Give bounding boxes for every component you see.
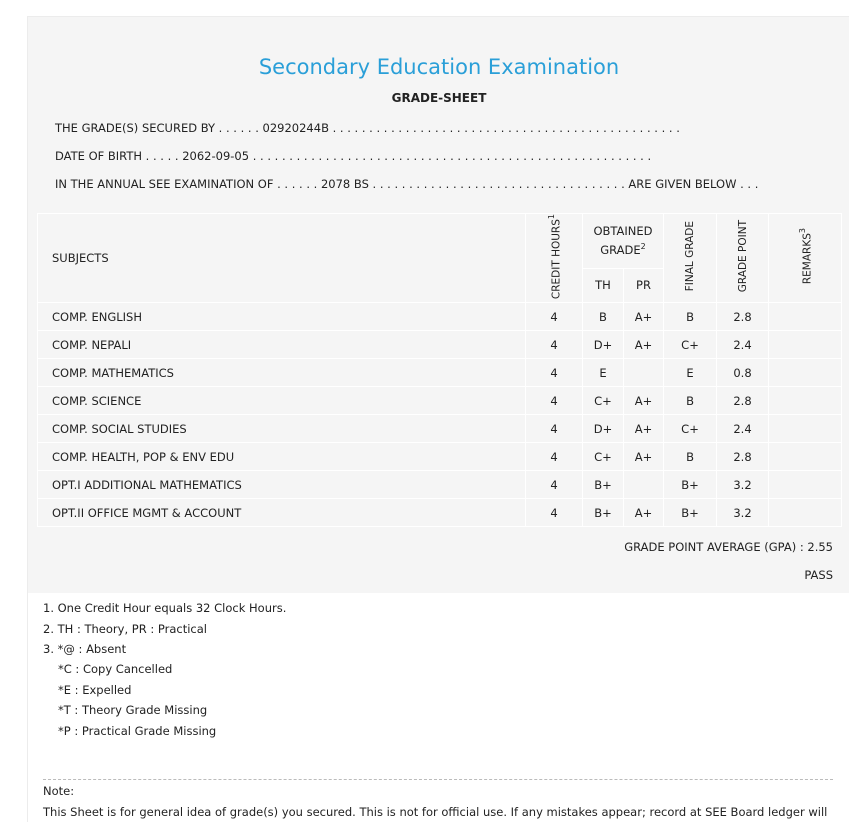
th-grade-cell: C+ <box>583 443 624 471</box>
footnote-copy-cancelled: *C : Copy Cancelled <box>58 662 173 676</box>
credit-cell: 4 <box>526 303 583 331</box>
pr-grade-cell: A+ <box>624 331 664 359</box>
final-grade-cell: E <box>664 359 717 387</box>
final-grade-header: FINAL GRADE <box>664 214 717 303</box>
subject-cell: COMP. MATHEMATICS <box>38 359 526 387</box>
gpa-summary: GRADE POINT AVERAGE (GPA) : 2.55 <box>624 540 833 554</box>
final-grade-cell: B <box>664 387 717 415</box>
footnote-1: 1. One Credit Hour equals 32 Clock Hours. <box>43 601 287 615</box>
subject-cell: OPT.II OFFICE MGMT & ACCOUNT <box>38 499 526 527</box>
th-header: TH <box>583 268 624 302</box>
grade-sheet <box>27 16 849 822</box>
table-row <box>38 499 842 527</box>
pr-grade-cell: A+ <box>624 387 664 415</box>
subject-cell: COMP. NEPALI <box>38 331 526 359</box>
subjects-header: SUBJECTS <box>38 214 526 303</box>
th-grade-cell: E <box>583 359 624 387</box>
grade-point-cell: 2.8 <box>717 443 769 471</box>
grade-point-cell: 2.4 <box>717 415 769 443</box>
result-status: PASS <box>804 568 833 582</box>
final-grade-cell: B+ <box>664 499 717 527</box>
table-row <box>38 471 842 499</box>
subject-cell: COMP. ENGLISH <box>38 303 526 331</box>
subject-cell: COMP. SCIENCE <box>38 387 526 415</box>
pr-header: PR <box>624 268 664 302</box>
footnote-theory-missing: *T : Theory Grade Missing <box>58 703 208 717</box>
table-row <box>38 387 842 415</box>
subject-cell: OPT.I ADDITIONAL MATHEMATICS <box>38 471 526 499</box>
subject-cell: COMP. HEALTH, POP & ENV EDU <box>38 443 526 471</box>
grades-table <box>37 213 842 527</box>
footnote-2: 2. TH : Theory, PR : Practical <box>43 622 207 636</box>
remarks-header: REMARKS$^3$ <box>769 214 842 303</box>
table-row <box>38 359 842 387</box>
final-grade-cell: B <box>664 443 717 471</box>
table-row <box>38 303 842 331</box>
pr-grade-cell: A+ <box>624 443 664 471</box>
note-text: This Sheet is for general idea of grade(s) you secured. This is not for official use. If any mistakes appear; record at SEE Board ledger will <box>43 805 828 819</box>
final-grade-cell: B <box>664 303 717 331</box>
final-grade-cell: B+ <box>664 471 717 499</box>
credit-cell: 4 <box>526 443 583 471</box>
footnote-expelled: *E : Expelled <box>58 683 132 697</box>
grade-point-cell: 3.2 <box>717 499 769 527</box>
table-row <box>38 415 842 443</box>
grade-point-cell: 2.4 <box>717 331 769 359</box>
pr-grade-cell: A+ <box>624 415 664 443</box>
remarks-cell <box>769 331 842 359</box>
note-label: Note: <box>43 784 75 798</box>
table-row <box>38 331 842 359</box>
pr-grade-cell: A+ <box>624 303 664 331</box>
notes-section <box>28 593 849 822</box>
remarks-cell <box>769 387 842 415</box>
footnote-3: 3. *@ : Absent <box>43 642 127 656</box>
th-grade-cell: B+ <box>583 499 624 527</box>
credit-cell: 4 <box>526 415 583 443</box>
remarks-cell <box>769 359 842 387</box>
subject-cell: COMP. SOCIAL STUDIES <box>38 415 526 443</box>
credit-cell: 4 <box>526 331 583 359</box>
date-of-birth-line: DATE OF BIRTH . . . . . 2062-09-05 . . . . . . . . . . . . . . . . . . . . . . . . . . . . . . . . . . . . . . . . . . . . . . . . . . . . . . . <box>55 149 652 163</box>
obtained-grade-header: OBTAINED GRADE$^2$ <box>583 214 664 269</box>
pr-grade-cell <box>624 359 664 387</box>
grade-point-cell: 2.8 <box>717 387 769 415</box>
th-grade-cell: B+ <box>583 471 624 499</box>
divider <box>43 779 833 780</box>
th-grade-cell: D+ <box>583 415 624 443</box>
exam-line: IN THE ANNUAL SEE EXAMINATION OF . . . . . . 2078 BS . . . . . . . . . . . . . . . . . . . . . . . . . . . . . . . . . . . ARE GIVEN BELOW . . . <box>55 177 759 191</box>
credit-cell: 4 <box>526 471 583 499</box>
credit-cell: 4 <box>526 359 583 387</box>
grade-point-cell: 2.8 <box>717 303 769 331</box>
remarks-cell <box>769 303 842 331</box>
pr-grade-cell <box>624 471 664 499</box>
credit-hours-header: CREDIT HOURS$^1$ <box>526 214 583 303</box>
remarks-cell <box>769 471 842 499</box>
th-grade-cell: D+ <box>583 331 624 359</box>
th-grade-cell: B <box>583 303 624 331</box>
final-grade-cell: C+ <box>664 331 717 359</box>
grade-point-cell: 0.8 <box>717 359 769 387</box>
grade-point-header: GRADE POINT <box>717 214 769 303</box>
remarks-cell <box>769 499 842 527</box>
remarks-cell <box>769 415 842 443</box>
table-row <box>38 443 842 471</box>
exam-title: Secondary Education Examination <box>258 55 620 79</box>
remarks-cell <box>769 443 842 471</box>
secured-by-line: THE GRADE(S) SECURED BY . . . . . . 02920244B . . . . . . . . . . . . . . . . . . . . . . . . . . . . . . . . . . . . . . . . . . . . . . . . <box>55 121 680 135</box>
grade-point-cell: 3.2 <box>717 471 769 499</box>
th-grade-cell: C+ <box>583 387 624 415</box>
final-grade-cell: C+ <box>664 415 717 443</box>
grade-sheet-heading: GRADE-SHEET <box>391 91 487 105</box>
credit-cell: 4 <box>526 499 583 527</box>
credit-cell: 4 <box>526 387 583 415</box>
footnote-practical-missing: *P : Practical Grade Missing <box>58 724 217 738</box>
pr-grade-cell: A+ <box>624 499 664 527</box>
